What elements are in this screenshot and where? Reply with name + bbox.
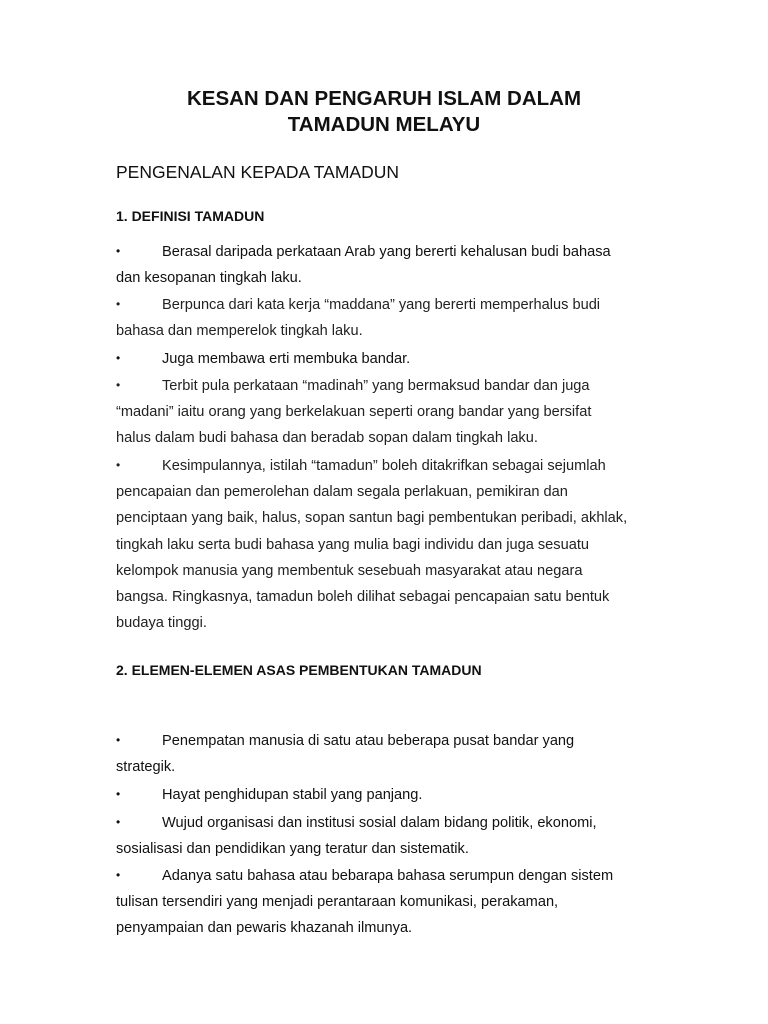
list-item: •Adanya satu bahasa atau bebarapa bahasa serumpun dengan sistem tulisan tersendiri yang menjadi perantaraan komunikasi, perakaman, penyampaian dan pewaris khazanah ilmunya. xyxy=(116,863,666,942)
document-title xyxy=(0,86,768,138)
bullet-icon xyxy=(116,292,162,318)
list-item: •Penempatan manusia di satu atau beberapa pusat bandar yang strategik. xyxy=(116,728,666,780)
subtitle: PENGENALAN KEPADA TAMADUN xyxy=(116,162,399,182)
list-item: •Berasal daripada perkataan Arab yang bererti kehalusan budi bahasa dan kesopanan tingkah laku. xyxy=(116,239,666,291)
bullet-icon xyxy=(116,863,162,889)
bullet-icon xyxy=(116,346,162,372)
bullet-icon xyxy=(116,239,162,265)
section-1-heading: 1. DEFINISI TAMADUN xyxy=(116,208,265,224)
list-item: •Hayat penghidupan stabil yang panjang. xyxy=(116,782,666,808)
list-item: •Berpunca dari kata kerja “maddana” yang bererti memperhalus budi bahasa dan memperelok tingkah laku. xyxy=(116,292,666,344)
list-item: •Kesimpulannya, istilah “tamadun” boleh ditakrifkan sebagai sejumlah pencapaian dan pemerolehan dalam segala perlakuan, pemikiran dan penciptaan yang baik, halus, sopan santun bagi pembentukan peribadi, akhlak, tingkah laku serta budi bahasa yang mulia bagi individu dan juga sesuatu kelompok manusia yang membentuk sesebuah masyarakat atau negara bangsa. Ringkasnya, tamadun boleh dilihat sebagai pencapaian satu bentuk budaya tinggi. xyxy=(116,453,666,636)
title-line-1: KESAN DAN PENGARUH ISLAM DALAM xyxy=(186,87,582,110)
list-item: •Juga membawa erti membuka bandar. xyxy=(116,346,666,372)
list-item: •Terbit pula perkataan “madinah” yang bermaksud bandar dan juga “madani” iaitu orang yang berkelakuan seperti orang bandar yang bersifat halus dalam budi bahasa dan beradab sopan dalam tingkah laku. xyxy=(116,373,666,452)
list-item: •Wujud organisasi dan institusi sosial dalam bidang politik, ekonomi, sosialisasi dan pendidikan yang teratur dan sistematik. xyxy=(116,810,666,862)
bullet-icon xyxy=(116,782,162,808)
bullet-icon xyxy=(116,453,162,479)
title-line-2: TAMADUN MELAYU xyxy=(287,113,481,136)
bullet-icon xyxy=(116,810,162,836)
bullet-icon xyxy=(116,728,162,754)
section-2-heading: 2. ELEMEN-ELEMEN ASAS PEMBENTUKAN TAMADUN xyxy=(116,662,482,678)
bullet-icon xyxy=(116,373,162,399)
